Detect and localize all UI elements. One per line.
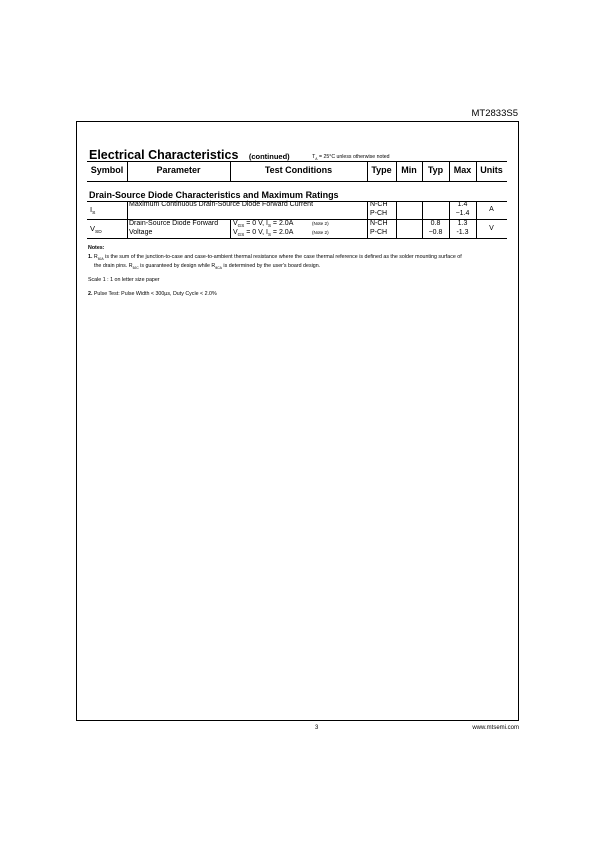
table-bottom-rule bbox=[87, 238, 507, 239]
header-max: Max bbox=[453, 165, 472, 175]
row-symbol: $V_{SD}$ bbox=[90, 224, 102, 235]
row-parameter: Drain-Source Diode Forward bbox=[129, 220, 219, 227]
row-max: 1.3 bbox=[457, 220, 468, 227]
row-max: −1.4 bbox=[455, 210, 470, 217]
header-symbol: Symbol bbox=[90, 165, 124, 175]
header-bottom-rule bbox=[87, 181, 507, 182]
row-parameter: Maximum Continuous Drain-Source Diode Forward Current bbox=[129, 201, 314, 208]
notes-heading: Notes: bbox=[88, 245, 105, 251]
website-link[interactable]: www.mtsemi.com bbox=[472, 725, 519, 731]
row-max: -1.3 bbox=[456, 229, 469, 236]
section-heading: Drain-Source Diode Characteristics and Maximum Ratings bbox=[89, 190, 339, 200]
row-typ: −0.8 bbox=[428, 229, 443, 236]
continued-label: (continued) bbox=[248, 152, 290, 161]
header-min: Min bbox=[401, 165, 417, 175]
row-type: P-CH bbox=[370, 210, 388, 217]
row-parameter: Voltage bbox=[129, 229, 153, 236]
col-divider bbox=[127, 201, 128, 238]
col-divider bbox=[230, 219, 231, 238]
col-divider bbox=[396, 201, 397, 238]
row-typ: 0.8 bbox=[430, 220, 441, 227]
scale-note: Scale 1 : 1 on letter size paper bbox=[88, 277, 160, 283]
temperature-condition: $T_A = 25^\circ C$ unless otherwise noted bbox=[312, 154, 390, 161]
header-parameter: Parameter bbox=[156, 165, 201, 175]
header-type: Type bbox=[371, 165, 392, 175]
row-units: A bbox=[489, 206, 494, 213]
note-1-continued: the drain pins. $R_{\theta JC}$ is guaranteed by design while $R_{\theta CA}$ is determined by the user's board design. bbox=[94, 263, 321, 270]
row-max: 1.4 bbox=[457, 201, 468, 208]
row-type: N-CH bbox=[370, 220, 388, 227]
row-condition-note: (Note 2) bbox=[312, 230, 329, 235]
row-condition: $V_{GS} = 0$ V, $I_S = 2.0A$ bbox=[233, 229, 294, 237]
row-condition-note: (Note 2) bbox=[312, 221, 329, 226]
table-top-rule bbox=[87, 161, 507, 162]
row-units: V bbox=[489, 225, 494, 232]
section-title: Electrical Characteristics bbox=[89, 148, 239, 162]
row-condition: $V_{GS} = 0$ V, $I_S = 2.0A$ bbox=[233, 220, 294, 228]
header-test-conditions: Test Conditions bbox=[264, 165, 333, 175]
part-number: MT2833S5 bbox=[471, 108, 518, 119]
row-type: P-CH bbox=[370, 229, 388, 236]
note-1: 1. $R_{\theta JA}$ is the sum of the junction-to-case and case-to-ambient thermal resistance where the case thermal reference is defined as the solder mounting surface of bbox=[88, 254, 462, 261]
row-symbol: $I_S$ bbox=[90, 205, 96, 216]
row-type: N-CH bbox=[370, 201, 388, 208]
col-divider bbox=[367, 201, 368, 238]
page-number: 3 bbox=[315, 725, 319, 731]
header-units: Units bbox=[480, 165, 503, 175]
header-typ: Typ bbox=[427, 165, 444, 175]
note-2: 2. Pulse Test: Pulse Width < 300µs, Duty Cycle < 2.0% bbox=[88, 291, 217, 297]
